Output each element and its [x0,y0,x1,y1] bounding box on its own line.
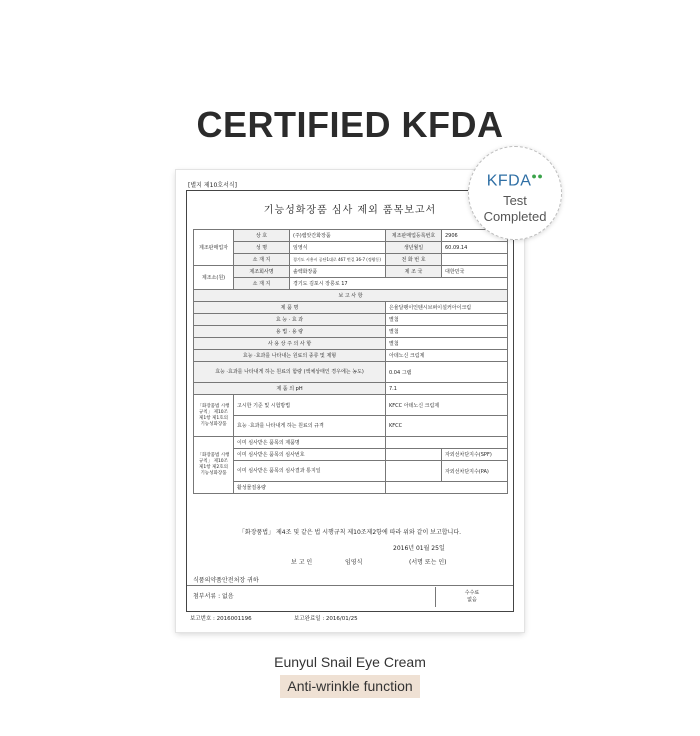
group-label: 제조소(원) [194,266,234,290]
signature-note: (서명 또는 인) [409,559,447,566]
field-value: 2906 [442,230,508,242]
field-label: 용 법 · 용 량 [194,326,386,338]
table-row [194,230,508,242]
field-value: KFCC [386,416,508,437]
field-value: 경기도 시흥시 공단1대로 467 번길 36-7 (정왕동) [290,254,386,266]
field-value [442,254,508,266]
document-frame [186,190,514,612]
table-row [194,461,508,482]
field-value [386,437,508,449]
stamp-line-1: Test [503,193,527,208]
field-label: 이미 심사받은 품목의 심사결과 통지일 [234,461,386,482]
field-value: 별첨 [386,314,508,326]
field-value: 솔렉화장품 [290,266,386,278]
field-value: 임영식 [290,242,386,254]
report-completion-date: 보고완료일 : 2016/01/25 [294,616,358,622]
field-label: 제 조 국 [386,266,442,278]
report-number: 보고번호 : 2016001196 [190,616,252,622]
kfda-logo [469,171,561,190]
fee-label: 수수료 [464,590,480,596]
form-number: [별지 제10호서식] [188,182,237,189]
field-label: 성 명 [234,242,290,254]
field-label: 효능 ·효과를 나타내게 하는 원료의 함량 (액체상태인 경우에는 농도) [194,362,386,383]
field-value: 은율달팽이인텐시브퍼이설커아이크림 [386,302,508,314]
field-value: 대한민국 [442,266,508,278]
group-label: 제조판매업자 [194,230,234,266]
field-value: KFCC 아데노신 크림제 [386,395,508,416]
table-row [194,314,508,326]
field-label: 활성물질용량 [234,482,386,494]
table-row [194,326,508,338]
field-label: 자외선차단지수(PA) [442,461,508,482]
field-value: 별첨 [386,338,508,350]
function-badge: Anti-wrinkle function [280,675,420,698]
table-row [194,362,508,383]
stamp-line-2: Completed [483,209,547,224]
reporter-label: 보 고 인 [291,559,313,566]
page-title: CERTIFIED KFDA [196,104,504,145]
field-label: 효능 ·효과를 나타내는 원료의 종류 및 제형 [194,350,386,362]
field-label: 전 화 번 호 [386,254,442,266]
field-value: 경기도 김포시 장릉로 17 [290,278,508,290]
field-label: 효 능 · 효 과 [194,314,386,326]
table-row [194,242,508,254]
field-label: 사 용 상 주 의 사 항 [194,338,386,350]
field-label: 효능 ·효과를 나타내게 하는 원료의 규격 [234,416,386,437]
report-table [193,229,508,494]
table-row [194,302,508,314]
field-label: 제 품 명 [194,302,386,314]
leaf-dots-icon: ●● [531,171,544,181]
field-label: 이미 심사받은 품목의 제품명 [234,437,386,449]
field-label: 제 품 의 pH [194,383,386,395]
attachment: 첨부서류 : 없음 [193,593,234,600]
field-value: (주)렘앗간화장품 [290,230,386,242]
group-label: 「화장품법 시행규칙」 제10조제1항 제1호의 기능성화장품 [194,395,234,437]
group-label: 「화장품법 시행규칙」 제10조제1항 제2호의 기능성화장품 [194,437,234,494]
divider [187,585,513,586]
field-label: 이미 심사받은 품목의 심사번호 [234,449,386,461]
field-value: 60.09.14 [442,242,508,254]
field-label: 상 호 [234,230,290,242]
table-row [194,254,508,266]
reporter-name: 임영식 [345,559,363,566]
table-row [194,338,508,350]
table-row [194,449,508,461]
document-title: 기능성화장품 심사 제외 품목보고서 [263,205,437,216]
kfda-logo-text: KFDA [486,172,532,190]
table-row [194,266,508,278]
field-label: 제조판매업등록번호 [386,230,442,242]
table-row [194,437,508,449]
report-statement: 「화장품법」 제4조 및 같은 법 시행규칙 제10조제2항에 따라 위와 같이 보고합니다. [238,529,462,536]
field-label: 소 재 지 [234,254,290,266]
field-label: 제조회사명 [234,266,290,278]
field-label: 소 재 지 [234,278,290,290]
report-date: 2016년 01월 25일 [393,545,445,552]
table-row [194,350,508,362]
certificate-document [176,170,524,632]
kfda-test-completed-badge [468,146,562,240]
table-row [194,482,508,494]
field-value: 아데노신 크림제 [386,350,508,362]
table-row [194,290,508,302]
table-row [194,395,508,416]
field-label: 고시한 기준 및 시험방법 [234,395,386,416]
addressee: 식품의약품안전처장 귀하 [193,577,259,584]
field-value: 0.04 그램 [386,362,508,383]
field-value: 별첨 [386,326,508,338]
fee-value: 없음 [467,597,477,603]
field-label: 생년월일 [386,242,442,254]
table-row [194,383,508,395]
section-header: 보 고 사 항 [194,290,508,302]
fee-box [435,587,508,607]
table-row [194,278,508,290]
product-name: Eunyul Snail Eye Cream [274,654,426,670]
field-label: 자외선차단지수(SPF) [442,449,508,461]
table-row [194,416,508,437]
field-value: 7.1 [386,383,508,395]
